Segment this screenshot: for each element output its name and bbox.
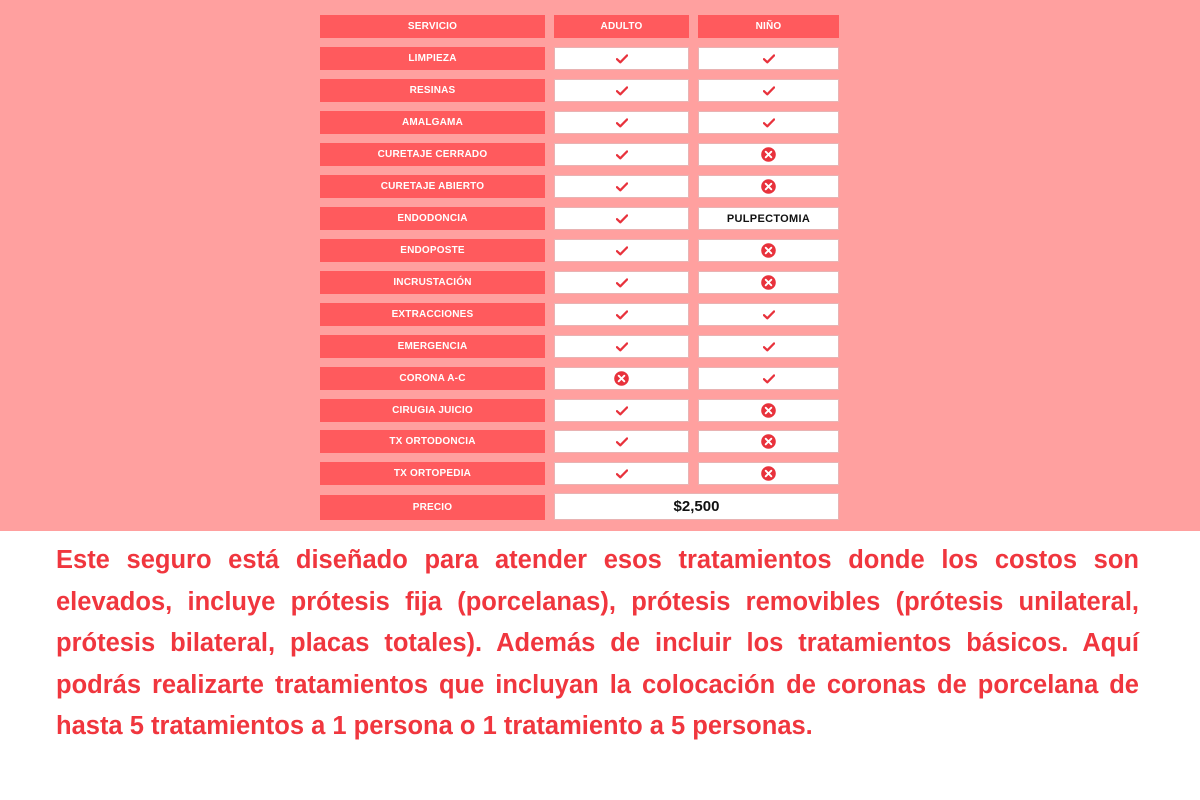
cross-icon (761, 243, 776, 258)
price-value: $2,500 (554, 493, 839, 520)
nino-cell (698, 47, 839, 70)
service-label: INCRUSTACIÓN (320, 271, 545, 294)
service-label: ENDOPOSTE (320, 239, 545, 262)
service-label: ENDODONCIA (320, 207, 545, 230)
nino-cell (698, 79, 839, 102)
adulto-cell (554, 462, 689, 485)
adulto-cell (554, 271, 689, 294)
adulto-cell (554, 175, 689, 198)
check-icon (616, 54, 628, 64)
service-label: EMERGENCIA (320, 335, 545, 358)
check-icon (616, 86, 628, 96)
header-adulto: ADULTO (554, 15, 689, 38)
nino-cell (698, 207, 839, 230)
check-icon (763, 342, 775, 352)
nino-cell (698, 367, 839, 390)
nino-cell (698, 111, 839, 134)
nino-cell (698, 335, 839, 358)
adulto-cell (554, 303, 689, 326)
cross-icon (761, 275, 776, 290)
nino-cell (698, 271, 839, 294)
check-icon (616, 469, 628, 479)
service-label: AMALGAMA (320, 111, 545, 134)
service-label: EXTRACCIONES (320, 303, 545, 326)
check-icon (763, 54, 775, 64)
cross-icon (761, 466, 776, 481)
check-icon (616, 310, 628, 320)
check-icon (616, 150, 628, 160)
check-icon (616, 278, 628, 288)
adulto-cell (554, 207, 689, 230)
adulto-cell (554, 239, 689, 262)
adulto-cell (554, 430, 689, 453)
nino-cell (698, 303, 839, 326)
adulto-cell (554, 47, 689, 70)
price-label: PRECIO (320, 495, 545, 520)
nino-cell-text: PULPECTOMIA (726, 212, 811, 225)
nino-cell (698, 462, 839, 485)
adulto-cell (554, 367, 689, 390)
check-icon (616, 118, 628, 128)
adulto-cell (554, 111, 689, 134)
cross-icon (761, 147, 776, 162)
service-label: CIRUGIA JUICIO (320, 399, 545, 422)
nino-cell (698, 430, 839, 453)
cross-icon (614, 371, 629, 386)
check-icon (763, 310, 775, 320)
check-icon (616, 214, 628, 224)
service-label: TX ORTODONCIA (320, 430, 545, 453)
adulto-cell (554, 79, 689, 102)
service-label: TX ORTOPEDIA (320, 462, 545, 485)
nino-cell (698, 175, 839, 198)
service-label: CURETAJE CERRADO (320, 143, 545, 166)
insurance-description: Este seguro está diseñado para atender esos tratamientos donde los costos son elevados, incluye prótesis fija (porcelanas), prótesis removibles (prótesis unilateral, prótesis bilateral, placas totales). Además de incluir los tratamientos básicos. Aquí podrás realizarte tratamientos que incluyan la colocación de coronas de porcelana de hasta 5 tratamientos a 1 persona o 1 tratamiento a 5 personas. (56, 546, 1139, 741)
check-icon (616, 406, 628, 416)
adulto-cell (554, 143, 689, 166)
nino-cell (698, 399, 839, 422)
check-icon (763, 86, 775, 96)
check-icon (616, 246, 628, 256)
service-label: LIMPIEZA (320, 47, 545, 70)
adulto-cell (554, 399, 689, 422)
check-icon (763, 118, 775, 128)
service-label: CORONA A-C (320, 367, 545, 390)
adulto-cell (554, 335, 689, 358)
check-icon (763, 374, 775, 384)
header-servicio: SERVICIO (320, 15, 545, 38)
service-label: RESINAS (320, 79, 545, 102)
cross-icon (761, 403, 776, 418)
header-nino: NIÑO (698, 15, 839, 38)
cross-icon (761, 434, 776, 449)
service-label: CURETAJE ABIERTO (320, 175, 545, 198)
nino-cell (698, 143, 839, 166)
check-icon (616, 342, 628, 352)
cross-icon (761, 179, 776, 194)
check-icon (616, 182, 628, 192)
check-icon (616, 437, 628, 447)
nino-cell (698, 239, 839, 262)
